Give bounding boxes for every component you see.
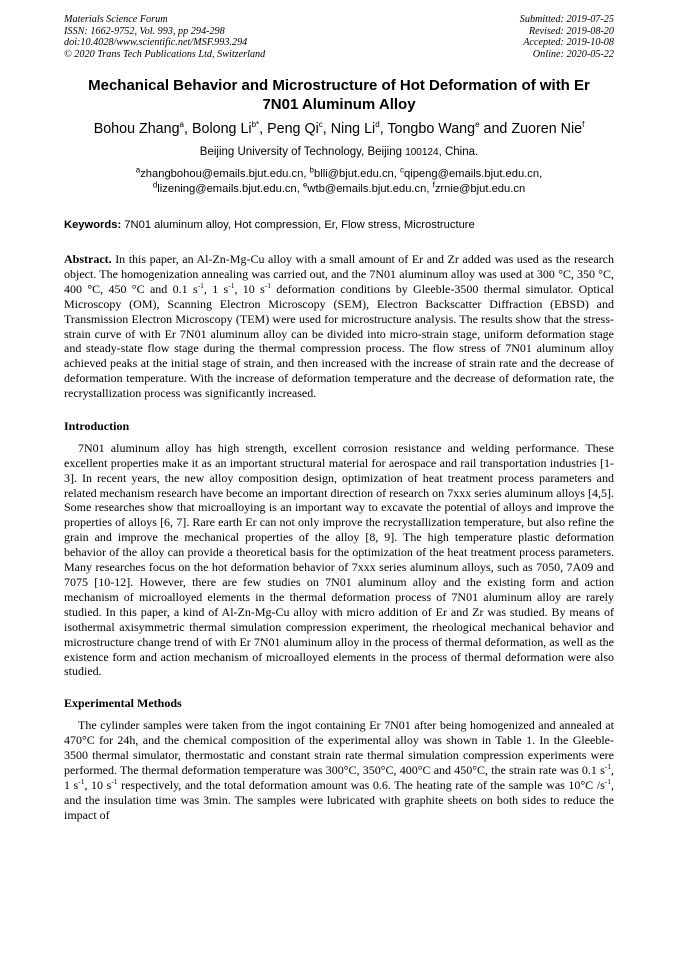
author-emails: [64, 167, 614, 197]
email-line-2: $^d$lizening@emails.bjut.edu.cn, $^e$wtb@emails.bjut.edu.cn, $^f$zrnie@bjut.edu.cn: [152, 180, 526, 196]
copyright: © 2020 Trans Tech Publications Ltd, Switzerland: [64, 48, 266, 60]
keywords: [64, 218, 614, 233]
abstract-label: Abstract.: [64, 252, 112, 267]
abstract: Abstract. In this paper, an Al-Zn-Mg-Cu alloy with a small amount of Er and Zr added was used as the research object. The homogenization annealing was carried out, and the 7N01 aluminum alloy was used at 300 °C, 350 °C, 400 °C, 450 °C and 0.1 $s^{-1}$, 1 $s^{-1}$, 10 $s^{-1}$ deformation conditions by Gleeble-3500 thermal simulator. Optical Microscopy (OM), Scanning Electron Microscopy (SEM), Electron Backscatter Diffraction (EBSD) and Transmission Electron Microscopy (TEM) were used for microstructure analysis. The results show that the stress-strain curve of with Er 7N01 aluminum alloy can be divided into micro-strain stage, uniform deformation stage and steady-state flow stage during the thermal compression process. The flow stress of 7N01 aluminum alloy achieved peaks at the initial stage of strain, and then increased with the increase of strain rate and the decrease of deformation temperature. With the increase of deformation temperature and the decrease of deformation rate, the recrystallization process was significantly increased.: [64, 252, 615, 400]
paper-title: [64, 76, 614, 114]
email-link[interactable]: blli@bjut.edu.cn: [314, 168, 394, 181]
keywords-label: Keywords:: [64, 219, 122, 232]
author: Bohou Zhang$^a$,: [93, 120, 192, 138]
doi: doi:10.4028/www.scientific.net/MSF.993.294: [64, 37, 248, 49]
email-link[interactable]: wtb@emails.bjut.edu.cn: [307, 183, 427, 196]
methods-heading: Experimental Methods: [64, 696, 182, 711]
keywords-text: 7N01 aluminum alloy, Hot compression, Er, Flow stress, Microstructure: [121, 219, 475, 232]
email-line-1: $^a$zhangbohou@emails.bjut.edu.cn, $^b$blli@bjut.edu.cn, $^c$qipeng@emails.bjut.edu.cn,: [135, 165, 543, 181]
email-link[interactable]: zrnie@bjut.edu.cn: [434, 183, 526, 196]
title-line-1: Mechanical Behavior and Microstructure of Hot Deformation of with Er: [88, 77, 590, 95]
author: Peng Qi$^c$,: [267, 120, 331, 138]
title-line-2: 7N01 Aluminum Alloy: [262, 96, 416, 114]
submitted-date: Submitted: 2019-07-25: [519, 14, 614, 25]
header-metadata: [64, 14, 614, 60]
publication-info: [64, 14, 265, 60]
accepted-date: Accepted: 2019-10-08: [523, 37, 614, 49]
author: Ning Li$^d$,: [330, 120, 388, 138]
journal-name: Materials Science Forum: [64, 14, 168, 25]
online-date: Online: 2020-05-22: [532, 48, 614, 60]
introduction-paragraph: 7N01 aluminum alloy has high strength, excellent corrosion resistance and welding performance. These excellent properties make it as an important structural material for aerospace and rail transportation industries [1-3]. In recent years, the new alloy composition design, optimization of heat treatment process parameters and related mechanism research have become an important direction of research on 7xxx series aluminum alloys [4,5]. Some researches show that microalloying is an important way to excavate the potential of alloys and improve the properties of alloys [6, 7]. Rare earth Er can not only improve the recrystallization temperature, but also refine the grain and improve the mechanical properties of the alloy [8, 9]. The high temperature plastic deformation behavior of the alloy can provide a theoretical basis for the optimization of the heat treatment process parameters. Many researches focus on the hot deformation behavior of 7xxx series aluminum alloys, such as 7050, 7A09 and 7075 [10-12]. However, there are few studies on 7N01 aluminum alloy and the existing form and action mechanism of microalloyed elements in the thermal deformation process of 7N01 aluminum alloy are rarely studied. In this paper, a kind of Al-Zn-Mg-Cu alloy with micro addition of Er and Zr was studied. By means of isothermal axisymmetric thermal simulation compression experiment, the rheological mechanical behavior and microstructure change trend of with Er 7N01 aluminum alloy in the process of thermal deformation, as well as the existence form and action mechanism of microalloyed elements in the process of thermal deformation were also studied.: [64, 440, 614, 679]
email-link[interactable]: zhangbohou@emails.bjut.edu.cn: [140, 168, 304, 181]
email-link[interactable]: qipeng@emails.bjut.edu.cn: [404, 168, 540, 181]
publication-dates: [520, 14, 614, 60]
author: Bolong $Li^{b*}$,: [191, 120, 268, 138]
author: Zuoren Nie$^f$: [511, 120, 585, 138]
affiliation: Beijing University of Technology, Beijing 100124, China.: [199, 146, 479, 159]
issn: ISSN: 1662-9752, Vol. 993, pp 294-298: [64, 25, 225, 37]
author: Tongbo Wang$^e$ and: [387, 120, 512, 138]
revised-date: Revised: 2019-08-20: [528, 25, 614, 37]
methods-paragraph: The cylinder samples were taken from the ingot containing Er 7N01 after being homogenized and annealed at 470°C for 24h, and the chemical composition of the experimental alloy was shown in Table 1. In the Gleeble-3500 thermal simulator, thermostatic and constant strain rate thermal simulation compression experiments were performed. The thermal deformation temperature was 300°C, 350°C, 400°C and 450°C, the strain rate was 0.1 $s^{-1}$, 1 $s^{-1}$, 10 $s^{-1}$ respectively, and the total deformation amount was 0.6. The heating rate of the sample was 10°C $/s^{-1}$, and the insulation time was 3min. The samples were lubricated with graphite sheets on both sides to reduce the impact of: [64, 718, 614, 822]
introduction-heading: Introduction: [64, 418, 130, 433]
paper-page: [64, 14, 614, 823]
email-link[interactable]: lizening@emails.bjut.edu.cn: [157, 183, 297, 196]
author-list: [64, 120, 614, 139]
